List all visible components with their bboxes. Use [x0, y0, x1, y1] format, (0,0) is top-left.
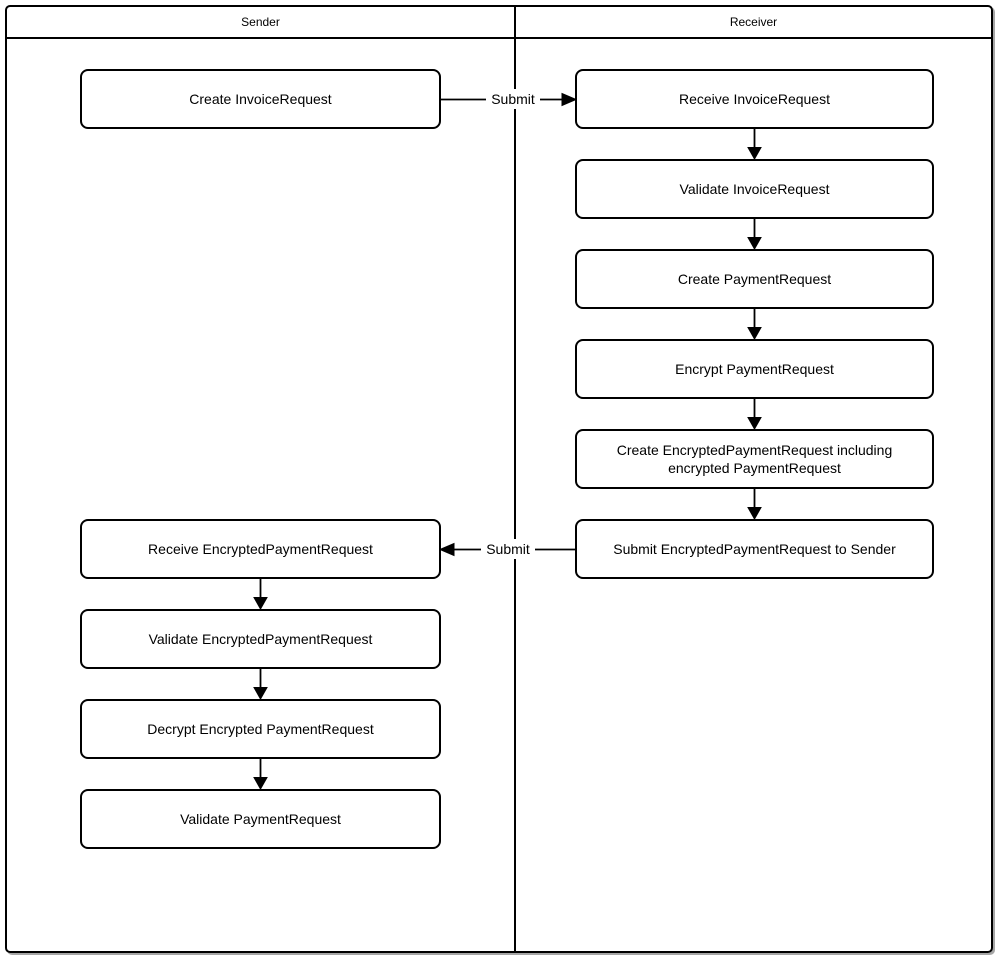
node-create-invoicerequest: Create InvoiceRequest [80, 69, 441, 129]
lane-header-separator [5, 37, 993, 39]
node-validate-paymentrequest: Validate PaymentRequest [80, 789, 441, 849]
lane-title-receiver: Receiver [729, 15, 778, 29]
edge-label-submit-encrypted-payment: Submit [481, 539, 535, 559]
node-receive-encryptedpaymentrequest: Receive EncryptedPaymentRequest [80, 519, 441, 579]
node-create-paymentrequest: Create PaymentRequest [575, 249, 934, 309]
node-encrypt-paymentrequest: Encrypt PaymentRequest [575, 339, 934, 399]
node-decrypt-encrypted-paymentrequest: Decrypt Encrypted PaymentRequest [80, 699, 441, 759]
edge-label-submit-invoice: Submit [486, 89, 540, 109]
node-receive-invoicerequest: Receive InvoiceRequest [575, 69, 934, 129]
node-create-encryptedpaymentrequest: Create EncryptedPaymentRequest including encrypted PaymentRequest [575, 429, 934, 489]
node-submit-encryptedpaymentrequest-to-sender: Submit EncryptedPaymentRequest to Sender [575, 519, 934, 579]
node-validate-invoicerequest: Validate InvoiceRequest [575, 159, 934, 219]
lane-divider [514, 5, 516, 953]
lane-title-sender: Sender [241, 15, 280, 29]
node-validate-encryptedpaymentrequest: Validate EncryptedPaymentRequest [80, 609, 441, 669]
